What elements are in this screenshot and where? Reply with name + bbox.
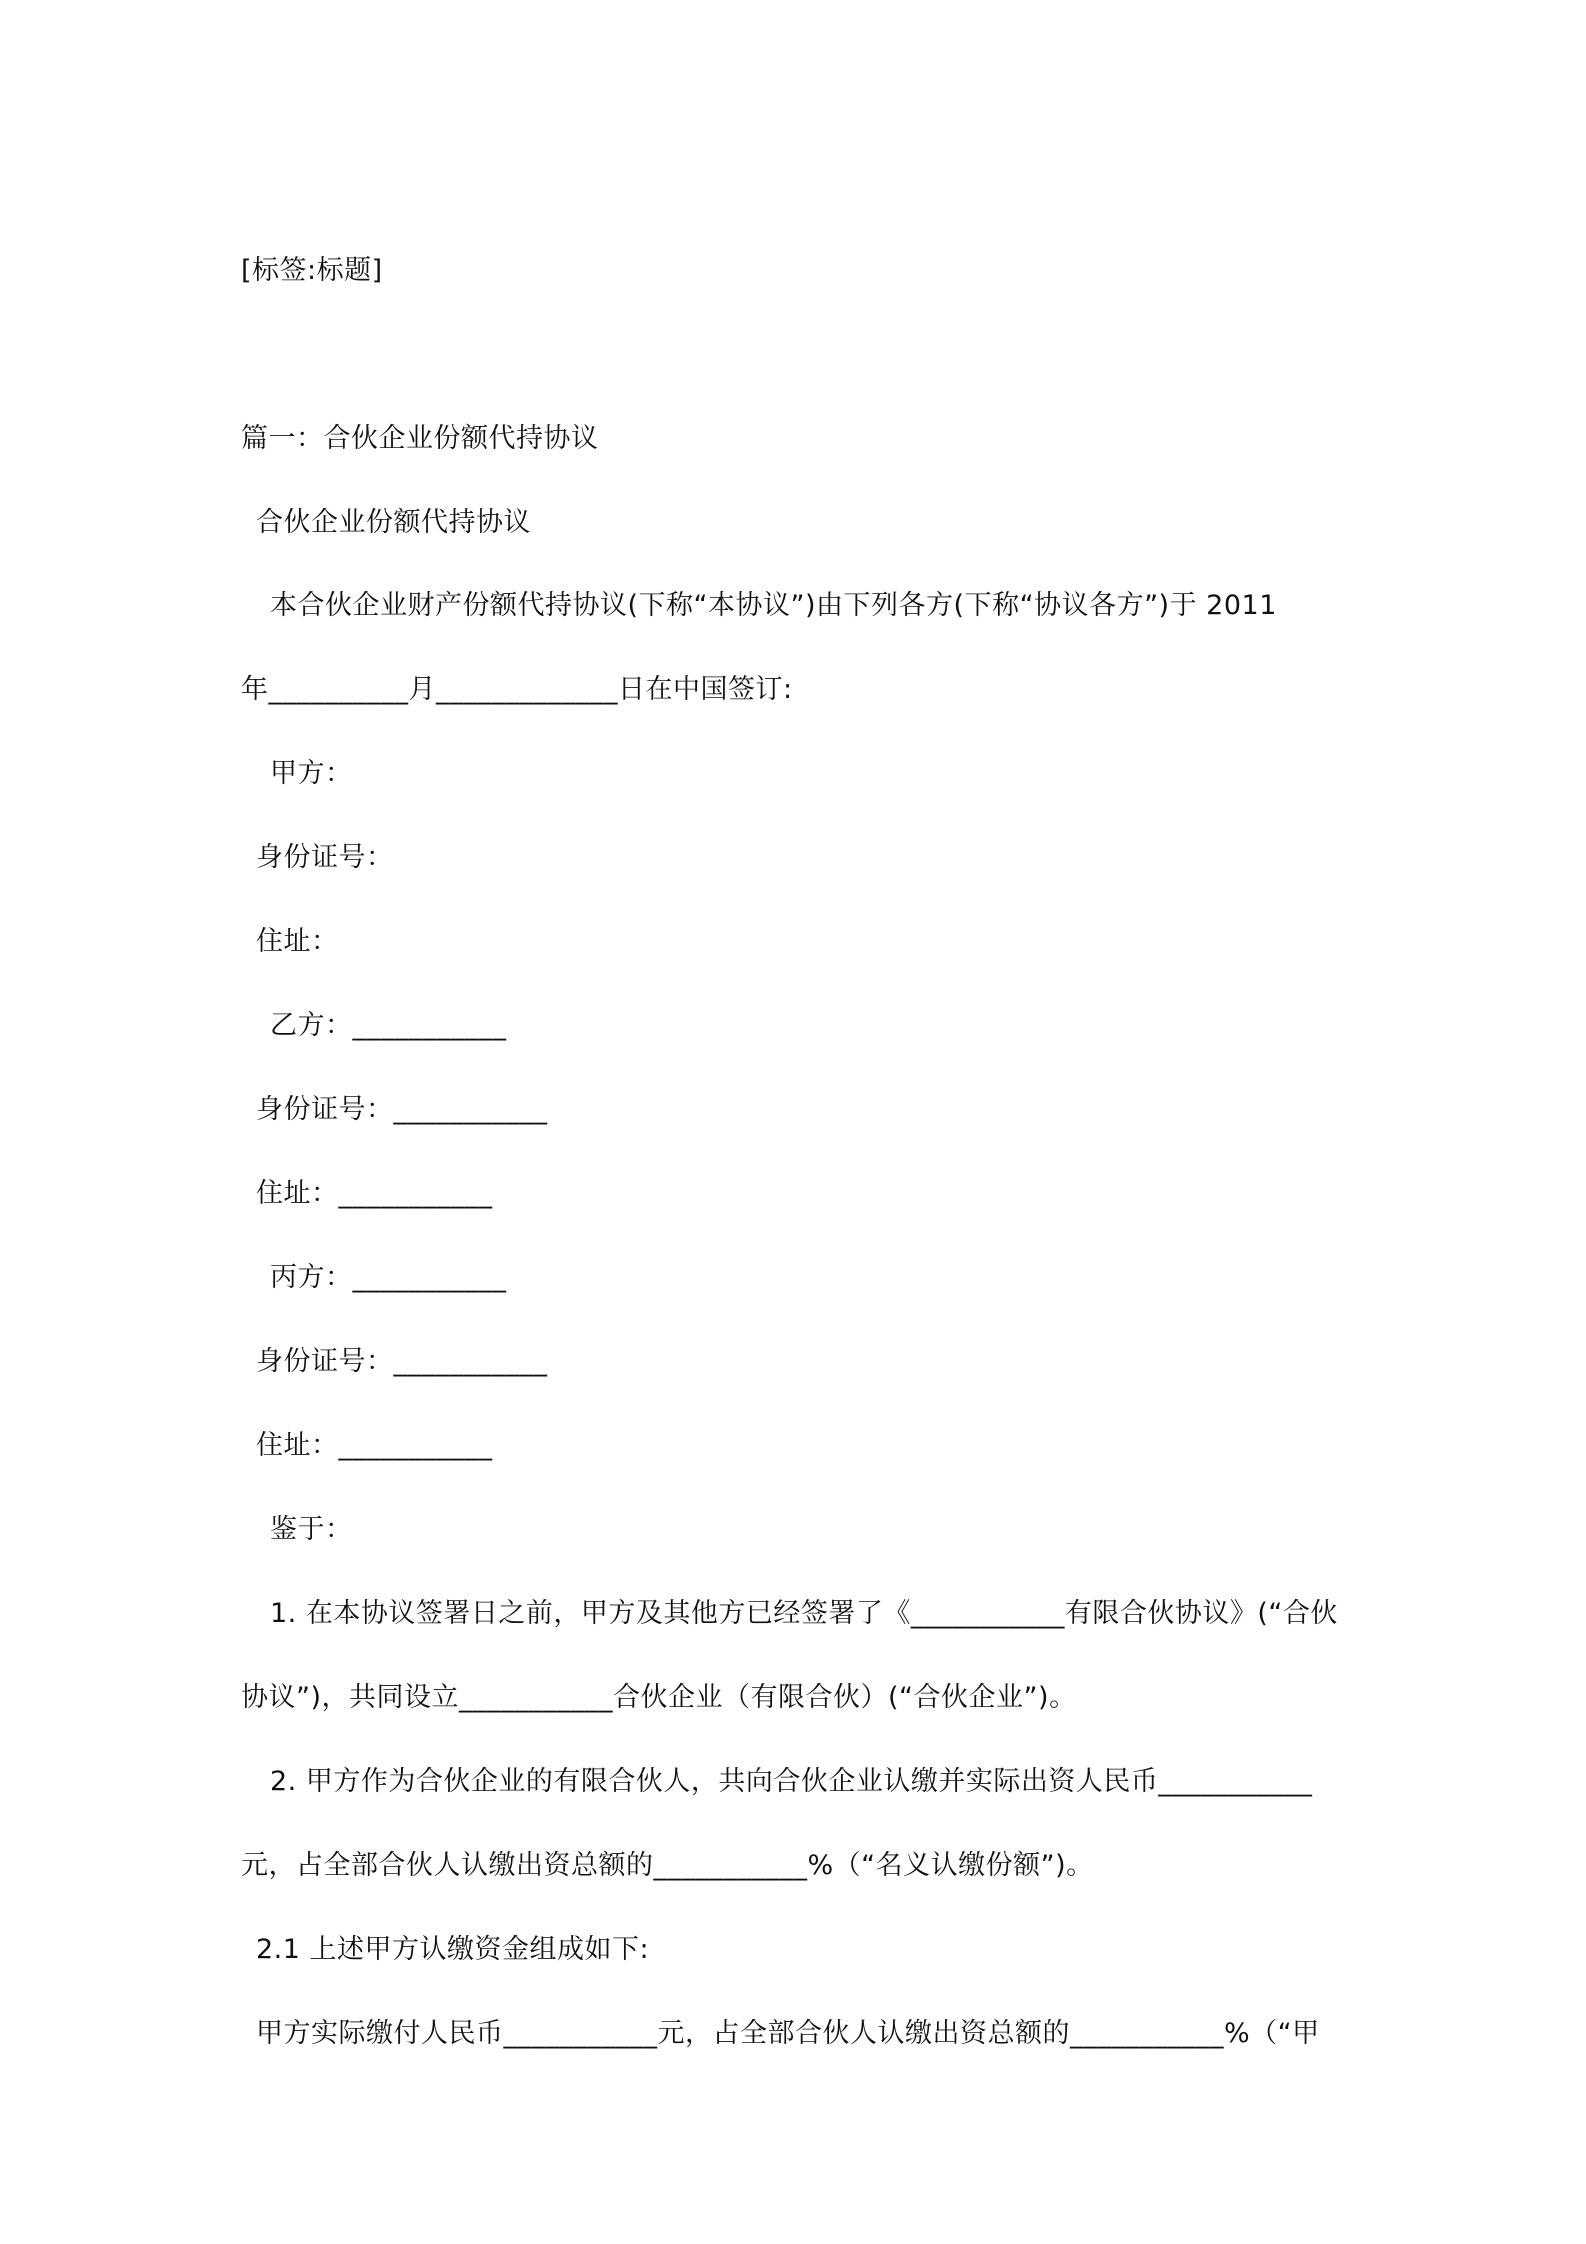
party-b-id-label: 身份证号：___________ [256, 1094, 548, 1125]
party-a-address-label: 住址： [256, 926, 339, 957]
clause-2-1-line-1: 甲方实际缴付人民币___________元，占全部合伙人认缴出资总额的___________%（“甲 [256, 2018, 1320, 2049]
intro-line-1: 本合伙企业财产份额代持协议(下称“本协议”)由下列各方(下称“协议各方”)于 2011 [270, 590, 1277, 621]
party-c-label: 丙方：___________ [270, 1262, 507, 1293]
tag-label: [标签:标题] [241, 255, 383, 286]
party-c-address-label: 住址：___________ [256, 1430, 493, 1461]
party-b-address-label: 住址：___________ [256, 1178, 493, 1209]
whereas-label: 鉴于： [270, 1514, 353, 1545]
clause-1-line-2: 协议”)，共同设立___________合伙企业（有限合伙）(“合伙企业”)。 [241, 1682, 1077, 1713]
party-b-label: 乙方：___________ [270, 1010, 507, 1041]
clause-2-1-heading: 2.1 上述甲方认缴资金组成如下: [256, 1934, 650, 1965]
party-c-id-label: 身份证号：___________ [256, 1346, 548, 1377]
document-title: 合伙企业份额代持协议 [256, 507, 531, 538]
party-a-id-label: 身份证号： [256, 842, 394, 873]
clause-1-line-1: 1. 在本协议签署日之前，甲方及其他方已经签署了《___________有限合伙协议》(“合伙 [270, 1598, 1338, 1629]
chapter-heading: 篇一：合伙企业份额代持协议 [241, 423, 599, 454]
clause-2-line-1: 2. 甲方作为合伙企业的有限合伙人，共向合伙企业认缴并实际出资人民币___________ [270, 1766, 1313, 1797]
party-a-label: 甲方： [270, 758, 353, 789]
clause-2-line-2: 元，占全部合伙人认缴出资总额的___________%（“名义认缴份额”)。 [241, 1850, 1094, 1881]
intro-line-2: 年__________月_____________日在中国签订: [241, 674, 793, 705]
